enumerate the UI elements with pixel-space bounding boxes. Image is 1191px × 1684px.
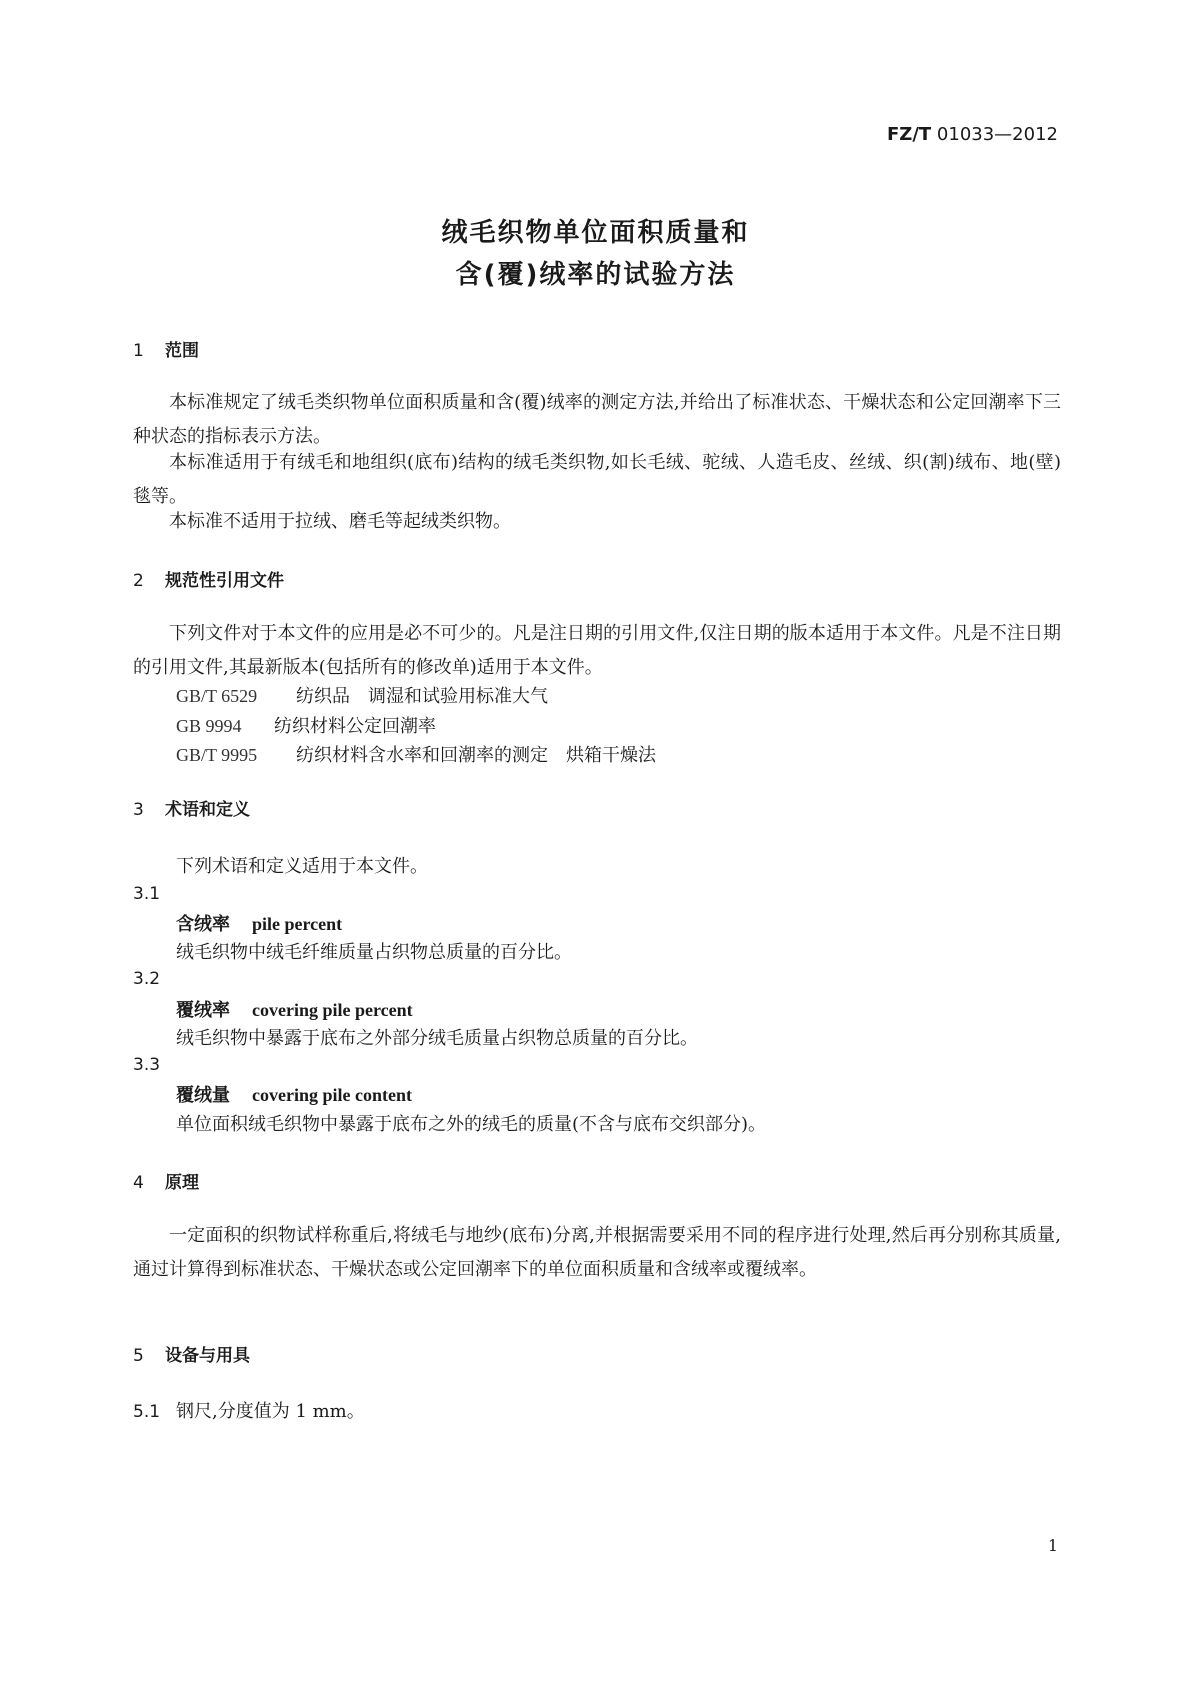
section-5-heading: 5 设备与用具: [133, 1346, 250, 1366]
term-heading: 覆绒量 covering pile content: [176, 1085, 412, 1106]
page-number: 1: [1047, 1536, 1058, 1555]
term-number: 3.2: [133, 969, 161, 989]
section-2-heading: 2 规范性引用文件: [133, 571, 284, 591]
section-5-item: 5.1 钢尺,分度值为 1 mm。: [133, 1401, 365, 1422]
term-definition: 绒毛织物中绒毛纤维质量占织物总质量的百分比。: [176, 942, 572, 963]
section-4-paragraph: 一定面积的织物试样称重后,将绒毛与地纱(底布)分离,并根据需要采用不同的程序进行处理,然后再分别称其质量,通过计算得到标准状态、干燥状态或公定回潮率下的单位面积质量和含绒率或覆绒率。: [133, 1225, 1061, 1280]
term-definition: 单位面积绒毛织物中暴露于底布之外的绒毛的质量(不含与底布交织部分)。: [176, 1114, 767, 1135]
term-heading: 覆绒率 covering pile percent: [176, 1000, 413, 1021]
term-number: 3.3: [133, 1055, 161, 1075]
document-title-line-1: 绒毛织物单位面积质量和: [441, 218, 750, 248]
term-definition: 绒毛织物中暴露于底布之外部分绒毛质量占织物总质量的百分比。: [176, 1028, 698, 1049]
section-4-heading: 4 原理: [133, 1173, 199, 1193]
document-title-line-2: 含(覆)绒率的试验方法: [455, 260, 736, 290]
section-3-intro: 下列术语和定义适用于本文件。: [176, 856, 428, 877]
term-number: 3.1: [133, 884, 161, 904]
section-1-paragraph-1: 本标准规定了绒毛类织物单位面积质量和含(覆)绒率的测定方法,并给出了标准状态、干燥状态和公定回潮率下三种状态的指标表示方法。: [133, 392, 1061, 447]
normative-reference: GB/T 9995 纺织材料含水率和回潮率的测定 烘箱干燥法: [176, 745, 656, 766]
section-2-paragraph: 下列文件对于本文件的应用是必不可少的。凡是注日期的引用文件,仅注日期的版本适用于本文件。凡是不注日期的引用文件,其最新版本(包括所有的修改单)适用于本文件。: [133, 623, 1061, 678]
section-1-paragraph-3: 本标准不适用于拉绒、磨毛等起绒类织物。: [169, 511, 511, 532]
normative-reference: GB 9994 纺织材料公定回潮率: [176, 716, 436, 737]
normative-reference: GB/T 6529 纺织品 调湿和试验用标准大气: [176, 686, 548, 707]
section-1-heading: 1 范围: [133, 341, 199, 361]
section-3-heading: 3 术语和定义: [133, 800, 250, 820]
term-heading: 含绒率 pile percent: [176, 914, 343, 935]
standard-code: FZ/T 01033—2012: [887, 124, 1058, 145]
section-1-paragraph-2: 本标准适用于有绒毛和地组织(底布)结构的绒毛类织物,如长毛绒、驼绒、人造毛皮、丝绒、织(割)绒布、地(壁)毯等。: [133, 452, 1061, 507]
